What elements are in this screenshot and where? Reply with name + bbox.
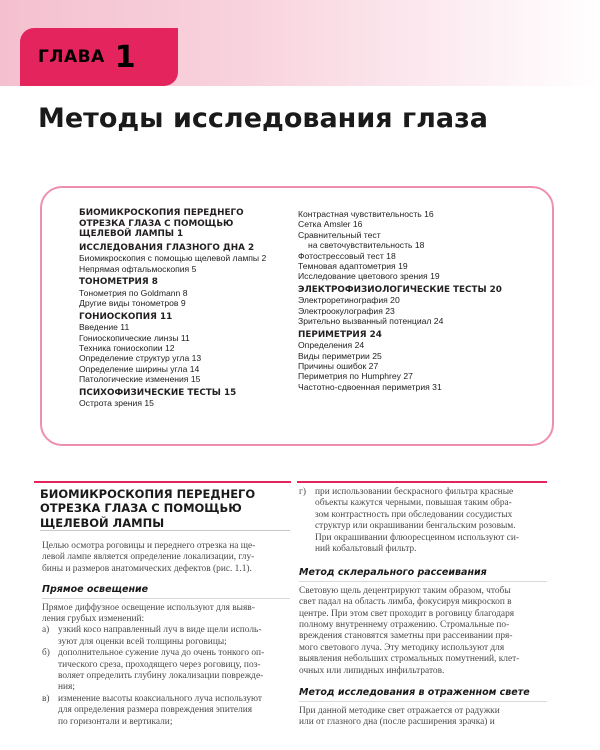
toc-entry: Причины ошибок 27 [298, 361, 379, 372]
body-left-column [42, 541, 290, 728]
text-line: изменение высоты коаксиального луча используют [58, 693, 263, 704]
text-line: при использовании бескрасного фильтра красные [315, 487, 514, 497]
text-line: бины и размеров анатомических дефектов (рис. 1.1). [42, 563, 252, 574]
toc-section-heading: ЩЕЛЕВОЙ ЛАМПЫ 1 [79, 229, 184, 240]
section-divider-right [297, 481, 547, 483]
toc-entry: Виды периметрии 25 [298, 350, 382, 361]
subheading-retroillumination: Метод исследования в отраженном свете [299, 687, 547, 701]
text-line: Прямое диффузное освещение используют для выяв- [42, 602, 255, 613]
list-item [42, 694, 290, 728]
subheading-direct-illumination: Прямое освещение [42, 584, 290, 598]
toc-entry: на светочувствительность 18 [308, 240, 425, 251]
toc-entry: Контрастная чувствительность 16 [298, 209, 434, 219]
toc-entry: Электроретинография 20 [298, 295, 400, 306]
chapter-number: 1 [114, 39, 136, 75]
text-line: мого светового луча. Эту методику используют для [299, 642, 505, 653]
toc-entry: Сравнительный тест [298, 229, 381, 240]
text-line: структур или окрашивании бенгальским розовым. [315, 521, 516, 532]
section-heading-line: ОТРЕЗКА ГЛАЗА С ПОМОЩЬЮ [40, 501, 242, 516]
list-letter: а) [42, 625, 50, 636]
text-line: центре. При этом свет проходит в роговицу благодаря [299, 608, 515, 619]
scleral-scatter-paragraph [299, 586, 547, 677]
toc-entry: Частотно-сдвоенная периметрия 31 [298, 381, 442, 392]
toc-entry: Тонометрия по Goldmann 8 [79, 287, 188, 298]
toc-left-column [79, 208, 309, 409]
text-line: тического среза, проходящего через роговицу, поз- [58, 659, 261, 670]
toc-entry: Другие виды тонометров 9 [79, 298, 186, 309]
retroillumination-paragraph [299, 706, 547, 729]
section-heading-line: БИОМИКРОСКОПИЯ ПЕРЕДНЕГО [40, 487, 256, 501]
toc-section-heading: БИОМИКРОСКОПИЯ ПЕРЕДНЕГО [79, 208, 244, 218]
toc-entry: Определение структур угла 13 [79, 353, 202, 364]
toc-entry: Патологические изменения 15 [79, 374, 201, 385]
body-right-column [299, 487, 547, 728]
text-line: Целью осмотра роговицы и переднего отрезка на ще- [42, 541, 256, 551]
text-line: ния; [58, 682, 75, 693]
toc-entry: Исследование цветового зрения 19 [298, 271, 440, 282]
toc-entry: Темновая адаптометрия 19 [298, 261, 408, 272]
text-line: зуют для оценки всей толщины роговицы; [58, 636, 227, 647]
toc-section-heading: ПСИХОФИЗИЧЕСКИЕ ТЕСТЫ 15 [79, 387, 237, 398]
text-line: При окрашивании флюоресцеином используют си- [315, 532, 519, 543]
text-line: узкий косо направленный луч в виде щели исполь- [58, 625, 262, 636]
toc-entry: Периметрия по Humphrey 27 [298, 371, 413, 382]
subheading-scleral-scatter: Метод склерального рассеивания [299, 567, 547, 581]
toc-section-heading: ТОНОМЕТРИЯ 8 [79, 277, 158, 288]
text-line: свет падал на область лимба, фокусируя микроскоп в [299, 597, 512, 608]
list-item [299, 487, 547, 555]
toc-right-column [298, 209, 528, 392]
chapter-tab [20, 28, 178, 86]
toc-entry: Непрямая офтальмоскопия 5 [79, 263, 197, 274]
toc-entry: Техника гониоскопии 12 [79, 343, 175, 353]
toc-entry: Определения 24 [298, 340, 365, 351]
text-line: дополнительное сужение луча до очень тонкого оп- [58, 648, 265, 659]
text-line: для определения размера повреждения эпителия [58, 705, 253, 716]
text-line: объекты кажутся черными, повышая таким обра- [315, 498, 512, 509]
text-line: ления грубых изменений: [42, 614, 145, 625]
text-line: левой лампе является определение локализации, глу- [42, 552, 255, 563]
text-line: вреждения становятся заметны при рассеивании пря- [299, 631, 513, 642]
text-line: или от глазного дна (после расширения зрачка) и [299, 716, 495, 727]
toc-entry: Биомикроскопия с помощью щелевой лампы 2 [79, 253, 267, 264]
toc-entry: Сетка Amsler 16 [298, 219, 363, 230]
section-heading-line: ЩЕЛЕВОЙ ЛАМПЫ [40, 515, 165, 530]
toc-section-heading: ИССЛЕДОВАНИЯ ГЛАЗНОГО ДНА 2 [79, 242, 255, 253]
list-letter: г) [299, 487, 306, 497]
toc-entry: Фотострессовый тест 18 [298, 250, 396, 261]
text-line: При данной методике свет отражается от радужки [299, 705, 500, 716]
toc-entry: Зрительно вызванный потенциал 24 [298, 316, 444, 327]
section-heading [40, 487, 290, 530]
text-line: ний кобальтовый фильтр. [315, 544, 417, 555]
list-letter: б) [42, 648, 50, 659]
illumination-list [42, 625, 290, 728]
toc-section-heading: ОТРЕЗКА ГЛАЗА С ПОМОЩЬЮ [79, 218, 234, 229]
text-line: Световую щель децентрируют таким образом, чтобы [299, 585, 511, 596]
toc-entry: Определение ширины угла 14 [79, 363, 200, 374]
toc-section-heading: ГОНИОСКОПИЯ 11 [79, 311, 173, 322]
list-item [42, 625, 290, 648]
toc-section-heading: ЭЛЕКТРОФИЗИОЛОГИЧЕСКИЕ ТЕСТЫ 20 [298, 284, 502, 295]
section-divider-left [34, 481, 291, 483]
list-letter: в) [42, 693, 50, 704]
text-line: выявления небольших стромальных помутнений, клет- [299, 654, 520, 665]
text-line: воляет определить глубину локализации поврежде- [58, 671, 264, 682]
chapter-label: ГЛАВА [38, 47, 105, 67]
toc-entry: Введение 11 [79, 322, 130, 333]
toc-entry: Электроокулография 23 [298, 305, 395, 316]
heading-underline [40, 530, 290, 531]
text-line: по горизонтали и вертикали; [58, 716, 173, 727]
text-line: очных или липидных инфильтратов. [299, 665, 445, 676]
text-line: полному внутреннему отражению. Стромальные по- [299, 620, 510, 631]
text-line: зом контрастность при обследовании сосудистых [315, 509, 513, 520]
toc-entry: Гониоскопические линзы 11 [79, 332, 190, 343]
direct-illumination-paragraph [42, 603, 290, 626]
list-item [42, 648, 290, 694]
toc-section-heading: ПЕРИМЕТРИЯ 24 [298, 329, 382, 340]
toc-entry: Острота зрения 15 [79, 398, 154, 409]
chapter-title: Методы исследования глаза [38, 103, 488, 134]
intro-paragraph [42, 541, 290, 575]
